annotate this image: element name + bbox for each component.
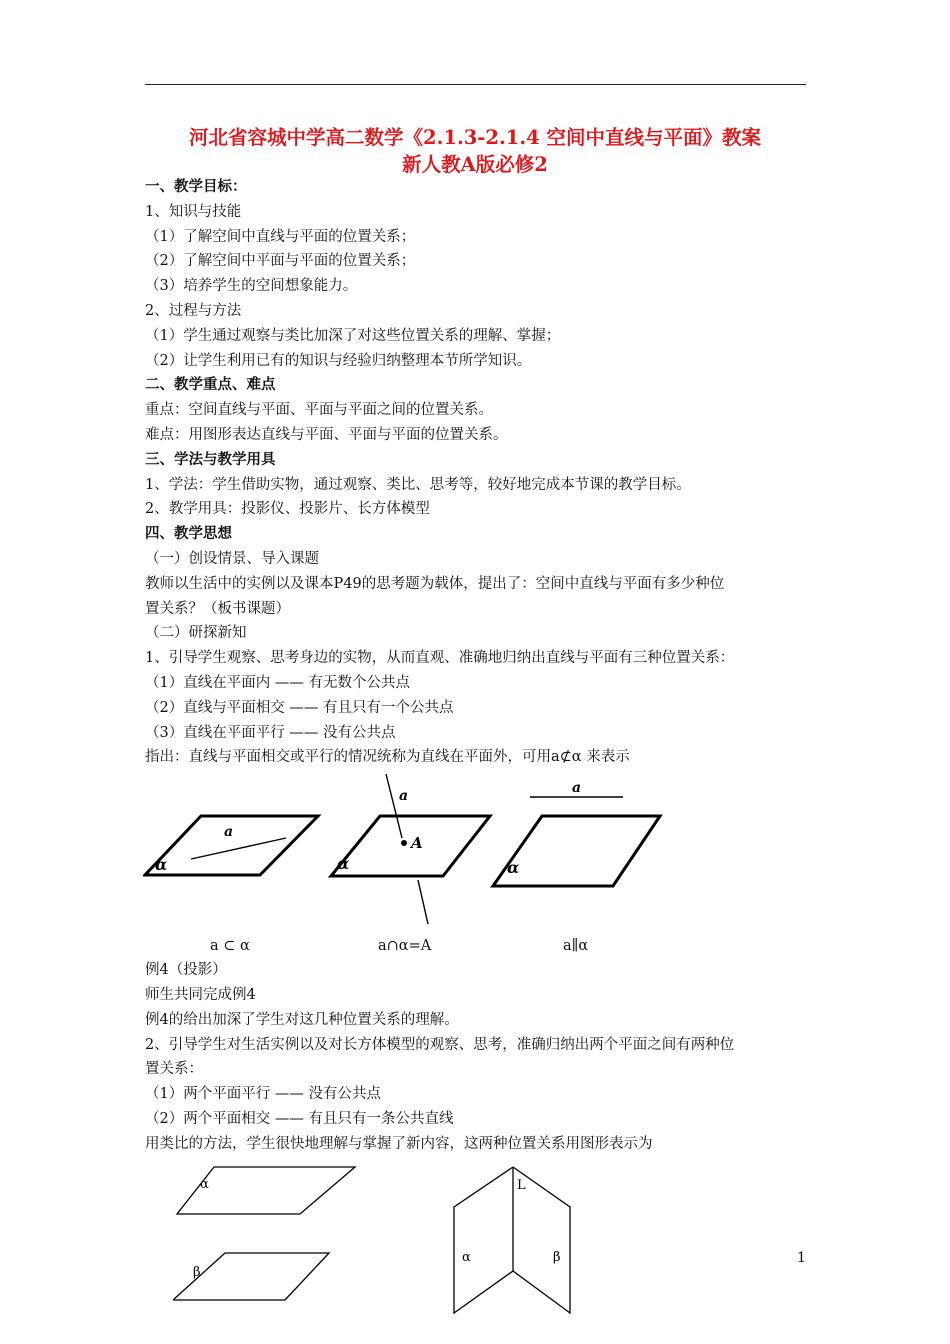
label-A: A xyxy=(411,834,423,853)
text-line: 1、知识与技能 xyxy=(145,203,242,220)
text-line: 指出：直线与平面相交或平行的情况统称为直线在平面外，可用a⊄α 来表示 xyxy=(145,749,630,766)
line-a xyxy=(191,838,286,859)
section-heading: 一、教学目标： xyxy=(145,178,247,195)
text-line: 2、引导学生对生活实例以及对长方体模型的观察、思考，准确归纳出两个平面之间有两种位 xyxy=(145,1036,735,1053)
text-line: （3）培养学生的空间想象能力。 xyxy=(145,278,358,295)
text-line: 置关系？（板书课题） xyxy=(145,600,290,617)
title-line-2: 新人教A版必修2 xyxy=(402,153,548,176)
section-heading: 三、学法与教学用具 xyxy=(145,450,276,468)
text-line: 例4（投影） xyxy=(145,962,227,979)
text-line: 用类比的方法，学生很快地理解与掌握了新内容，这两种位置关系用图形表示为 xyxy=(145,1135,653,1152)
text-line: 教师以生活中的实例以及课本P49的思考题为载体，提出了：空间中直线与平面有多少种位 xyxy=(145,575,725,592)
document-title xyxy=(100,124,850,178)
text-line: （一）创设情景、导入课题 xyxy=(145,550,319,567)
text-line: （1）了解空间中直线与平面的位置关系； xyxy=(145,228,416,245)
text-line: 1、引导学生观察、思考身边的实物，从而直观、准确地归纳出直线与平面有三种位置关系： xyxy=(145,650,735,667)
label-a: a xyxy=(224,824,234,841)
text-line: （2）让学生利用已有的知识与经验归纳整理本节所学知识。 xyxy=(145,352,532,369)
label-L: L xyxy=(517,1177,526,1193)
caption-in-plane: a ⊂ α xyxy=(210,938,250,955)
page-number: 1 xyxy=(797,1250,806,1266)
figure-line-in-plane xyxy=(145,816,318,875)
line-a-lower xyxy=(418,880,428,924)
text-line: 难点：用图形表达直线与平面、平面与平面的位置关系。 xyxy=(145,426,508,443)
label-beta: β xyxy=(193,1264,201,1280)
text-line: （2）了解空间中平面与平面的位置关系； xyxy=(145,253,416,270)
caption-parallel: a∥α xyxy=(563,938,589,955)
section-heading: 四、教学思想 xyxy=(145,525,232,543)
label-alpha: α xyxy=(200,1176,209,1192)
label-a: a xyxy=(572,780,582,797)
text-line: 1、学法：学生借助实物，通过观察、类比、思考等，较好地完成本节课的教学目标。 xyxy=(145,476,691,493)
text-line: （2）两个平面相交 —— 有且只有一条公共直线 xyxy=(145,1110,454,1127)
text-line: 师生共同完成例4 xyxy=(145,986,256,1003)
figure-parallel-planes xyxy=(173,1167,355,1300)
line-a-upper xyxy=(386,774,402,838)
title-line-1: 河北省容城中学高二数学《2.1.3-2.1.4 空间中直线与平面》教案 xyxy=(189,126,761,149)
plane-plane-figures xyxy=(173,1165,593,1315)
figure-line-intersects-plane xyxy=(331,774,490,924)
label-alpha: α xyxy=(155,855,168,875)
text-line: （1）直线在平面内 —— 有无数个公共点 xyxy=(145,674,410,691)
text-line: （1）两个平面平行 —— 没有公共点 xyxy=(145,1086,381,1103)
figure-line-parallel-plane xyxy=(493,780,660,886)
body-text-part-1 xyxy=(145,175,813,770)
top-rule xyxy=(145,84,806,85)
text-line: 2、过程与方法 xyxy=(145,302,242,319)
plane-alpha xyxy=(454,1167,513,1313)
text-line: 置关系： xyxy=(145,1061,203,1078)
label-alpha: α xyxy=(462,1249,471,1265)
body-text-part-2 xyxy=(145,958,813,1156)
caption-intersect: a∩α=A xyxy=(378,938,432,955)
text-line: （二）研探新知 xyxy=(145,625,247,642)
section-heading: 二、教学重点、难点 xyxy=(145,376,276,394)
line-plane-figures xyxy=(143,774,673,934)
figure-intersecting-planes xyxy=(454,1167,570,1313)
point-A xyxy=(401,840,407,846)
text-line: （1）学生通过观察与类比加深了对这些位置关系的理解、掌握； xyxy=(145,327,561,344)
label-alpha: α xyxy=(507,858,520,878)
text-line: （2）直线与平面相交 —— 有且只有一个公共点 xyxy=(145,699,454,716)
text-line: （3）直线在平面平行 —— 没有公共点 xyxy=(145,724,396,741)
text-line: 例4的给出加深了学生对这几种位置关系的理解。 xyxy=(145,1011,459,1028)
text-line: 2、教学用具：投影仪、投影片、长方体模型 xyxy=(145,501,430,518)
label-alpha: α xyxy=(337,854,350,874)
text-line: 重点：空间直线与平面、平面与平面之间的位置关系。 xyxy=(145,402,493,419)
figure-captions xyxy=(145,934,813,958)
document-body xyxy=(145,175,813,1315)
label-beta: β xyxy=(553,1249,561,1265)
label-a: a xyxy=(399,788,409,805)
